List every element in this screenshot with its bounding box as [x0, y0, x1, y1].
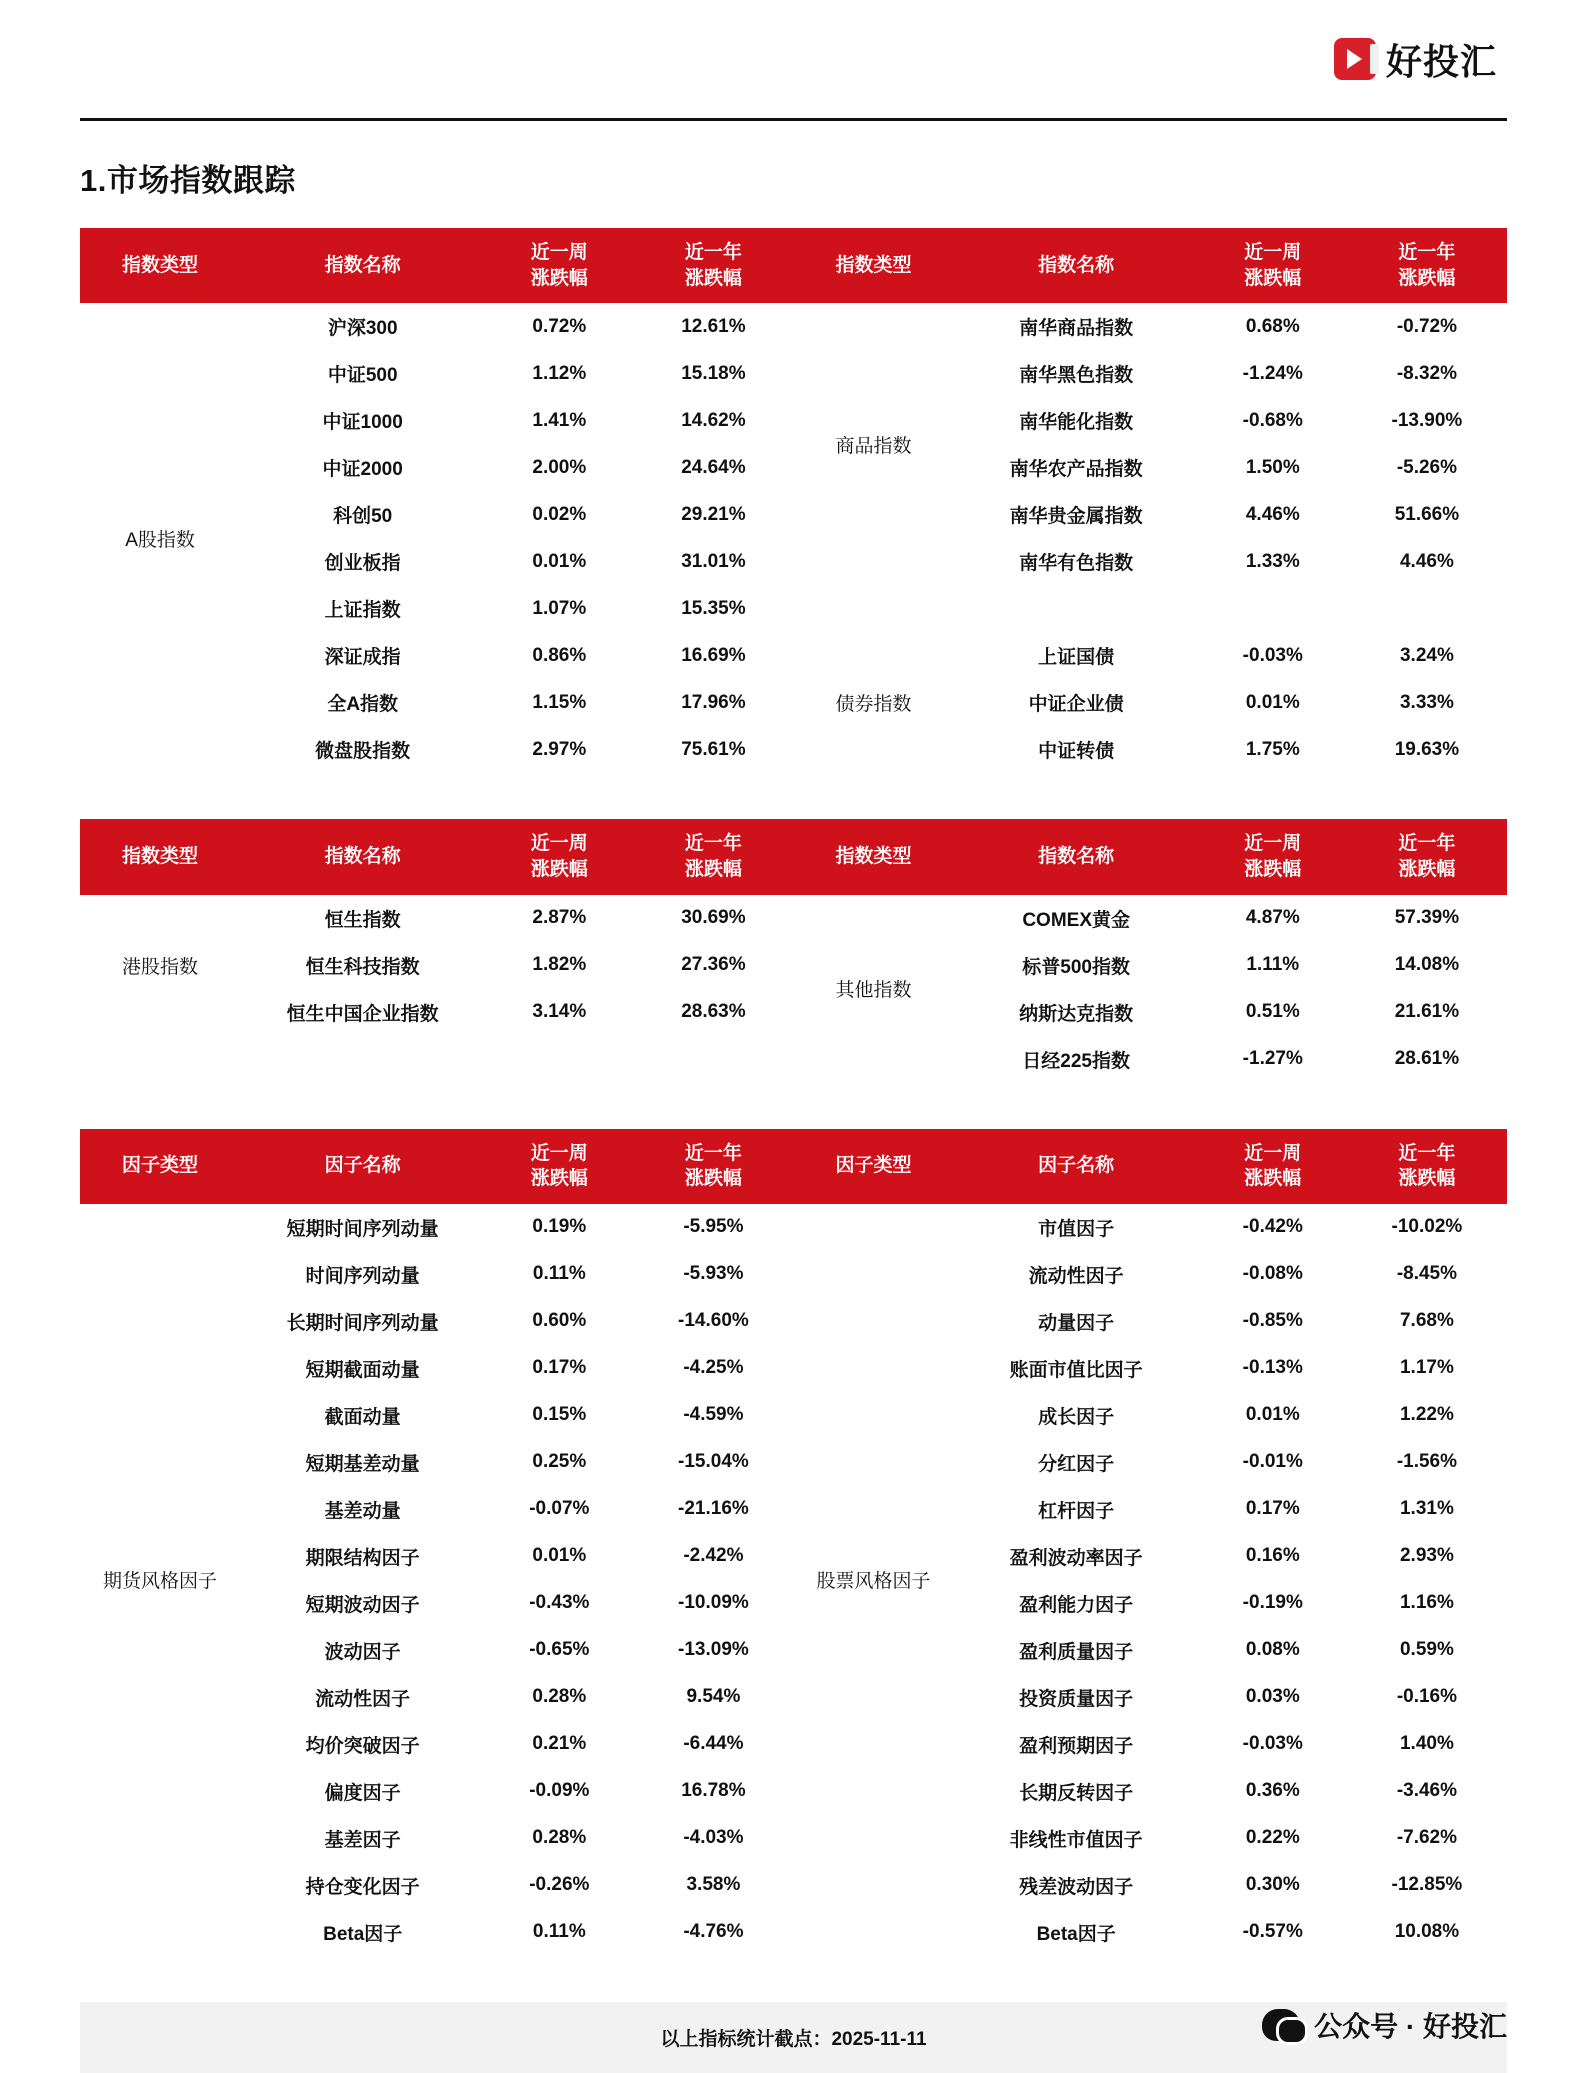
col-year-left — [633, 1129, 793, 1204]
year-change-cell: 28.63% — [633, 989, 793, 1036]
year-change-cell: -4.03% — [633, 1815, 793, 1862]
year-change-cell: -1.56% — [1347, 1439, 1507, 1486]
week-change-cell: 0.01% — [1199, 1392, 1347, 1439]
year-change-cell: 1.17% — [1347, 1345, 1507, 1392]
week-change-cell: 2.97% — [485, 726, 633, 773]
row-name-cell: 非线性市值因子 — [954, 1815, 1199, 1862]
row-name-cell: 上证国债 — [954, 632, 1199, 679]
play-logo-icon — [1334, 38, 1376, 80]
col-index-type-right: 指数类型 — [793, 819, 953, 894]
brand-name: 好投汇 — [1385, 40, 1497, 82]
year-change-cell: -10.02% — [1347, 1204, 1507, 1251]
year-change-cell: 29.21% — [633, 491, 793, 538]
year-change-cell: 27.36% — [633, 942, 793, 989]
col-week-line1-right: 近一周 — [1244, 242, 1302, 263]
row-name-cell: 动量因子 — [954, 1298, 1199, 1345]
year-change-cell: 3.33% — [1347, 679, 1507, 726]
table-body-2 — [80, 895, 1507, 1083]
week-change-cell: 1.33% — [1199, 538, 1347, 585]
year-change-cell: 10.08% — [1347, 1909, 1507, 1956]
col-year-left — [633, 228, 793, 303]
table-header-row — [80, 1129, 1507, 1204]
year-change-cell: -2.42% — [633, 1533, 793, 1580]
row-name-cell: 南华贵金属指数 — [954, 491, 1199, 538]
table-body-3 — [80, 1204, 1507, 1956]
year-change-cell: -4.25% — [633, 1345, 793, 1392]
col-year-line1-left: 近一年 — [684, 242, 742, 263]
col-year-line2-left: 涨跌幅 — [684, 1168, 742, 1190]
year-change-cell: -15.04% — [633, 1439, 793, 1486]
col-week-line1-right: 近一周 — [1244, 833, 1302, 855]
year-change-cell: -3.46% — [1347, 1768, 1507, 1815]
wechat-label: 公众号 · 好投汇 — [1314, 2010, 1507, 2042]
week-change-cell: 0.15% — [485, 1392, 633, 1439]
week-change-cell: 0.72% — [485, 303, 633, 350]
year-change-cell: -5.93% — [633, 1251, 793, 1298]
col-week-right — [1199, 819, 1347, 894]
week-change-cell: 0.60% — [485, 1298, 633, 1345]
table-header-row — [80, 228, 1507, 303]
col-year-line2-right: 涨跌幅 — [1398, 858, 1456, 880]
wechat-bar — [1262, 2005, 1507, 2045]
row-name-cell: Beta因子 — [240, 1909, 485, 1956]
row-name-cell: 截面动量 — [240, 1392, 485, 1439]
year-change-cell: 3.58% — [633, 1862, 793, 1909]
col-year-right — [1347, 1129, 1507, 1204]
header-divider — [80, 118, 1507, 121]
col-week-line2-left: 涨跌幅 — [530, 267, 588, 289]
row-name-cell: 长期时间序列动量 — [240, 1298, 485, 1345]
year-change-cell: 7.68% — [1347, 1298, 1507, 1345]
col-week-line1-right: 近一周 — [1244, 1142, 1302, 1164]
row-name-cell: 南华黑色指数 — [954, 350, 1199, 397]
week-change-cell: -0.26% — [485, 1862, 633, 1909]
year-change-cell: 28.61% — [1347, 1036, 1507, 1083]
week-change-cell: 0.11% — [485, 1909, 633, 1956]
row-name-cell: 恒生科技指数 — [240, 942, 485, 989]
brand — [1334, 34, 1497, 85]
col-factor-name-right: 因子名称 — [954, 1129, 1199, 1204]
row-name-cell: 杠杆因子 — [954, 1486, 1199, 1533]
row-name-cell: 时间序列动量 — [240, 1251, 485, 1298]
col-year-line1-left: 近一年 — [684, 833, 742, 855]
row-name-cell: 分红因子 — [954, 1439, 1199, 1486]
col-factor-type-right: 因子类型 — [793, 1129, 953, 1204]
week-change-cell: 4.87% — [1199, 895, 1347, 942]
week-change-cell: 1.11% — [1199, 942, 1347, 989]
page-header — [80, 0, 1507, 118]
row-name-cell: 偏度因子 — [240, 1768, 485, 1815]
year-change-cell: 1.31% — [1347, 1486, 1507, 1533]
year-change-cell: 14.62% — [633, 397, 793, 444]
year-change-cell: 15.35% — [633, 585, 793, 632]
year-change-cell: 1.40% — [1347, 1721, 1507, 1768]
row-name-cell: 持仓变化因子 — [240, 1862, 485, 1909]
row-name-cell: 标普500指数 — [954, 942, 1199, 989]
year-change-cell: -21.16% — [633, 1486, 793, 1533]
col-year-left — [633, 819, 793, 894]
row-name-cell: 全A指数 — [240, 679, 485, 726]
row-name-cell: 中证转债 — [954, 726, 1199, 773]
year-change-cell: -0.16% — [1347, 1674, 1507, 1721]
week-change-cell: -0.57% — [1199, 1909, 1347, 1956]
year-change-cell: -8.32% — [1347, 350, 1507, 397]
col-year-line1-right: 近一年 — [1398, 1142, 1456, 1164]
week-change-cell: 0.28% — [485, 1674, 633, 1721]
week-change-cell: -0.68% — [1199, 397, 1347, 444]
row-name-cell: 市值因子 — [954, 1204, 1199, 1251]
row-name-cell: 南华商品指数 — [954, 303, 1199, 350]
col-week-left — [485, 1129, 633, 1204]
row-name-cell: 账面市值比因子 — [954, 1345, 1199, 1392]
week-change-cell: 0.16% — [1199, 1533, 1347, 1580]
week-change-cell: 0.68% — [1199, 303, 1347, 350]
table-row — [80, 895, 1507, 942]
index-table-2 — [80, 819, 1507, 1082]
year-change-cell: -8.45% — [1347, 1251, 1507, 1298]
table-row — [80, 1204, 1507, 1251]
week-change-cell: -1.24% — [1199, 350, 1347, 397]
week-change-cell: 0.86% — [485, 632, 633, 679]
year-change-cell: 30.69% — [633, 895, 793, 942]
week-change-cell: 0.19% — [485, 1204, 633, 1251]
week-change-cell: -0.03% — [1199, 632, 1347, 679]
year-change-cell: 12.61% — [633, 303, 793, 350]
col-week-line1-left: 近一周 — [530, 242, 588, 263]
week-change-cell: 0.08% — [1199, 1627, 1347, 1674]
row-name-cell: 残差波动因子 — [954, 1862, 1199, 1909]
group-type-cell: 商品指数 — [793, 303, 953, 585]
week-change-cell: 1.41% — [485, 397, 633, 444]
year-change-cell: 75.61% — [633, 726, 793, 773]
year-change-cell: 2.93% — [1347, 1533, 1507, 1580]
week-change-cell: 0.21% — [485, 1721, 633, 1768]
col-week-line2-left: 涨跌幅 — [530, 858, 588, 880]
group-type-cell: A股指数 — [80, 303, 240, 773]
col-index-type-left: 指数类型 — [80, 228, 240, 303]
year-change-cell: 17.96% — [633, 679, 793, 726]
year-change-cell: 3.24% — [1347, 632, 1507, 679]
row-name-cell: 沪深300 — [240, 303, 485, 350]
week-change-cell: 2.00% — [485, 444, 633, 491]
week-change-cell: 3.14% — [485, 989, 633, 1036]
row-name-cell: 短期截面动量 — [240, 1345, 485, 1392]
col-year-line2-right: 涨跌幅 — [1398, 267, 1456, 289]
week-change-cell: 0.51% — [1199, 989, 1347, 1036]
row-name-cell: 中证企业债 — [954, 679, 1199, 726]
row-name-cell: Beta因子 — [954, 1909, 1199, 1956]
col-year-line2-right: 涨跌幅 — [1398, 1168, 1456, 1190]
week-change-cell: 1.50% — [1199, 444, 1347, 491]
week-change-cell: -0.13% — [1199, 1345, 1347, 1392]
week-change-cell: 1.82% — [485, 942, 633, 989]
year-change-cell: 31.01% — [633, 538, 793, 585]
col-year-right — [1347, 228, 1507, 303]
col-index-name-left: 指数名称 — [240, 228, 485, 303]
row-name-cell: 短期波动因子 — [240, 1580, 485, 1627]
week-change-cell: -0.19% — [1199, 1580, 1347, 1627]
col-week-line2-right: 涨跌幅 — [1244, 267, 1302, 289]
col-index-name-right: 指数名称 — [954, 819, 1199, 894]
year-change-cell: 16.69% — [633, 632, 793, 679]
row-name-cell: 恒生中国企业指数 — [240, 989, 485, 1036]
year-change-cell: 0.59% — [1347, 1627, 1507, 1674]
row-name-cell: 南华能化指数 — [954, 397, 1199, 444]
col-week-line2-left: 涨跌幅 — [530, 1168, 588, 1190]
year-change-cell: -4.76% — [633, 1909, 793, 1956]
col-week-left — [485, 819, 633, 894]
col-week-line2-right: 涨跌幅 — [1244, 858, 1302, 880]
row-name-cell: 微盘股指数 — [240, 726, 485, 773]
week-change-cell: 0.01% — [485, 538, 633, 585]
row-name-cell: 盈利能力因子 — [954, 1580, 1199, 1627]
year-change-cell: 16.78% — [633, 1768, 793, 1815]
row-name-cell: 波动因子 — [240, 1627, 485, 1674]
row-name-cell: 上证指数 — [240, 585, 485, 632]
year-change-cell: 4.46% — [1347, 538, 1507, 585]
year-change-cell: 9.54% — [633, 1674, 793, 1721]
year-change-cell: -4.59% — [633, 1392, 793, 1439]
year-change-cell: 1.16% — [1347, 1580, 1507, 1627]
row-name-cell: 短期基差动量 — [240, 1439, 485, 1486]
week-change-cell: -0.09% — [485, 1768, 633, 1815]
wechat-icon — [1262, 2009, 1300, 2041]
year-change-cell: -13.90% — [1347, 397, 1507, 444]
year-change-cell: -10.09% — [633, 1580, 793, 1627]
year-change-cell: -14.60% — [633, 1298, 793, 1345]
group-gap — [793, 585, 1507, 632]
row-name-cell: 长期反转因子 — [954, 1768, 1199, 1815]
year-change-cell: -12.85% — [1347, 1862, 1507, 1909]
row-name-cell: 南华农产品指数 — [954, 444, 1199, 491]
row-name-cell: 短期时间序列动量 — [240, 1204, 485, 1251]
row-name-cell: 中证500 — [240, 350, 485, 397]
year-change-cell: -5.26% — [1347, 444, 1507, 491]
table-row — [80, 303, 1507, 350]
row-name-cell: 中证1000 — [240, 397, 485, 444]
year-change-cell: 14.08% — [1347, 942, 1507, 989]
week-change-cell: 1.12% — [485, 350, 633, 397]
col-week-left — [485, 228, 633, 303]
week-change-cell: -0.03% — [1199, 1721, 1347, 1768]
week-change-cell: -0.65% — [485, 1627, 633, 1674]
col-year-line1-right: 近一年 — [1398, 833, 1456, 855]
week-change-cell: -0.43% — [485, 1580, 633, 1627]
col-year-line1-left: 近一年 — [684, 1142, 742, 1164]
row-name-cell: 南华有色指数 — [954, 538, 1199, 585]
table-row — [80, 632, 1507, 679]
week-change-cell: 2.87% — [485, 895, 633, 942]
row-name-cell: 中证2000 — [240, 444, 485, 491]
row-name-cell: 盈利波动率因子 — [954, 1533, 1199, 1580]
row-name-cell: 盈利质量因子 — [954, 1627, 1199, 1674]
row-name-cell: 纳斯达克指数 — [954, 989, 1199, 1036]
week-change-cell: -1.27% — [1199, 1036, 1347, 1083]
empty-cell — [80, 1036, 793, 1083]
col-week-right — [1199, 228, 1347, 303]
table-body-1 — [80, 303, 1507, 773]
year-change-cell: 1.22% — [1347, 1392, 1507, 1439]
col-index-type-right: 指数类型 — [793, 228, 953, 303]
col-index-name-left: 指数名称 — [240, 819, 485, 894]
group-type-cell: 其他指数 — [793, 895, 953, 1083]
col-year-line1-right: 近一年 — [1398, 242, 1456, 263]
year-change-cell: 21.61% — [1347, 989, 1507, 1036]
year-change-cell: 51.66% — [1347, 491, 1507, 538]
row-name-cell: 基差因子 — [240, 1815, 485, 1862]
col-index-type-left: 指数类型 — [80, 819, 240, 894]
year-change-cell: -5.95% — [633, 1204, 793, 1251]
week-change-cell: 0.36% — [1199, 1768, 1347, 1815]
week-change-cell: 0.30% — [1199, 1862, 1347, 1909]
col-year-right — [1347, 819, 1507, 894]
col-year-line2-left: 涨跌幅 — [684, 267, 742, 289]
year-change-cell: -0.72% — [1347, 303, 1507, 350]
year-change-cell: -6.44% — [633, 1721, 793, 1768]
row-name-cell: 盈利预期因子 — [954, 1721, 1199, 1768]
row-name-cell: 投资质量因子 — [954, 1674, 1199, 1721]
col-factor-name-left: 因子名称 — [240, 1129, 485, 1204]
row-name-cell: 成长因子 — [954, 1392, 1199, 1439]
week-change-cell: -0.07% — [485, 1486, 633, 1533]
year-change-cell: -13.09% — [633, 1627, 793, 1674]
week-change-cell: -0.08% — [1199, 1251, 1347, 1298]
row-name-cell: 期限结构因子 — [240, 1533, 485, 1580]
week-change-cell: 0.11% — [485, 1251, 633, 1298]
week-change-cell: 0.01% — [485, 1533, 633, 1580]
week-change-cell: 0.03% — [1199, 1674, 1347, 1721]
week-change-cell: 1.15% — [485, 679, 633, 726]
col-week-line1-left: 近一周 — [530, 1142, 588, 1164]
index-table-1 — [80, 228, 1507, 773]
row-name-cell: 恒生指数 — [240, 895, 485, 942]
row-name-cell: 科创50 — [240, 491, 485, 538]
col-week-line2-right: 涨跌幅 — [1244, 1168, 1302, 1190]
year-change-cell: 19.63% — [1347, 726, 1507, 773]
week-change-cell: -0.85% — [1199, 1298, 1347, 1345]
row-name-cell: 均价突破因子 — [240, 1721, 485, 1768]
row-name-cell: 流动性因子 — [954, 1251, 1199, 1298]
week-change-cell: 4.46% — [1199, 491, 1347, 538]
table-row — [80, 585, 1507, 632]
week-change-cell: 0.25% — [485, 1439, 633, 1486]
year-change-cell: 24.64% — [633, 444, 793, 491]
row-name-cell: 深证成指 — [240, 632, 485, 679]
col-week-right — [1199, 1129, 1347, 1204]
week-change-cell: 1.07% — [485, 585, 633, 632]
week-change-cell: 1.75% — [1199, 726, 1347, 773]
week-change-cell: 0.02% — [485, 491, 633, 538]
col-index-name-right: 指数名称 — [954, 228, 1199, 303]
week-change-cell: 0.17% — [1199, 1486, 1347, 1533]
year-change-cell: -7.62% — [1347, 1815, 1507, 1862]
footer-note: 以上指标统计截点：2025-11-11 — [80, 2002, 1507, 2073]
week-change-cell: -0.42% — [1199, 1204, 1347, 1251]
group-type-cell: 期货风格因子 — [80, 1204, 240, 1956]
group-type-cell: 港股指数 — [80, 895, 240, 1036]
col-factor-type-left: 因子类型 — [80, 1129, 240, 1204]
row-name-cell: 创业板指 — [240, 538, 485, 585]
week-change-cell: 0.01% — [1199, 679, 1347, 726]
factor-table-3 — [80, 1129, 1507, 1956]
row-name-cell: 基差动量 — [240, 1486, 485, 1533]
table-header-row — [80, 819, 1507, 894]
row-name-cell: COMEX黄金 — [954, 895, 1199, 942]
group-type-cell: 股票风格因子 — [793, 1204, 953, 1956]
week-change-cell: -0.01% — [1199, 1439, 1347, 1486]
row-name-cell: 日经225指数 — [954, 1036, 1199, 1083]
col-year-line2-left: 涨跌幅 — [684, 858, 742, 880]
year-change-cell: 57.39% — [1347, 895, 1507, 942]
week-change-cell: 0.28% — [485, 1815, 633, 1862]
row-name-cell: 流动性因子 — [240, 1674, 485, 1721]
page-title: 1.市场指数跟踪 — [80, 163, 296, 198]
week-change-cell: 0.22% — [1199, 1815, 1347, 1862]
col-week-line1-left: 近一周 — [530, 833, 588, 855]
group-type-cell: 债券指数 — [793, 632, 953, 773]
year-change-cell: 15.18% — [633, 350, 793, 397]
week-change-cell: 0.17% — [485, 1345, 633, 1392]
